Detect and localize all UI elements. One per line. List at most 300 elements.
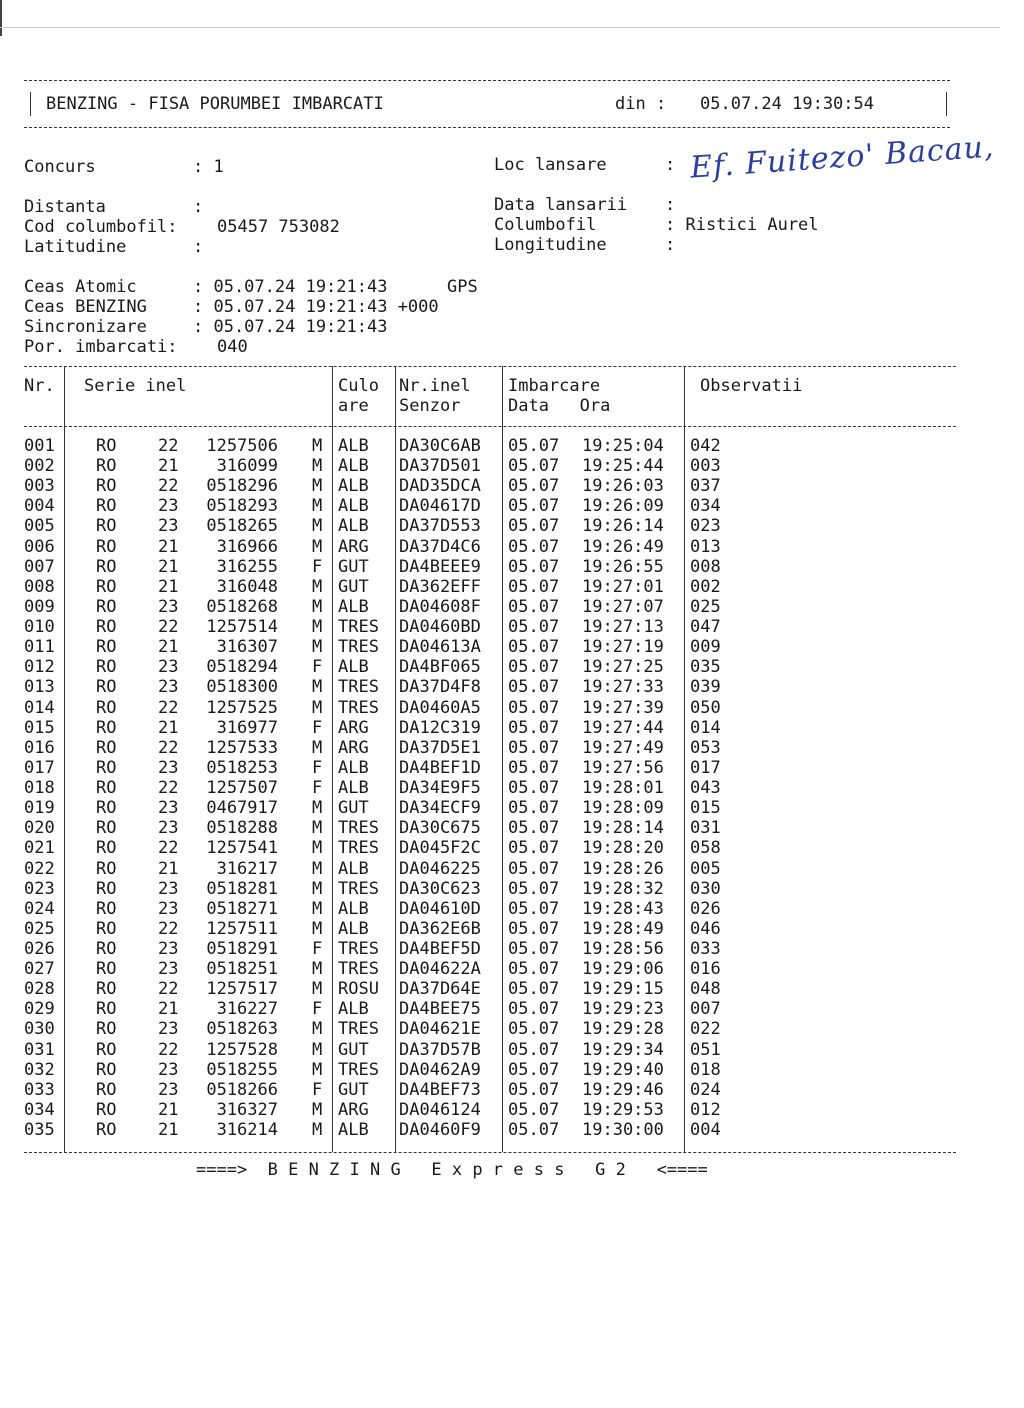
table-row bbox=[24, 677, 956, 697]
cell-nr: 029 bbox=[24, 999, 55, 1020]
cell-date: 05.07 bbox=[508, 516, 560, 537]
cell-observatii: 014 bbox=[690, 717, 721, 738]
cell-ring-number: 0518253 bbox=[206, 757, 278, 778]
cell-ring-number: 316255 bbox=[216, 556, 278, 577]
scan-edge-mark bbox=[0, 0, 2, 36]
cell-observatii: 018 bbox=[690, 1059, 721, 1080]
cell-ring-number: 0518251 bbox=[206, 959, 278, 980]
cell-sensor: DA4BEF1D bbox=[399, 757, 481, 778]
ceas-atomic-label: Ceas Atomic bbox=[24, 277, 137, 297]
cell-year: 23 bbox=[158, 959, 179, 980]
cell-nr: 011 bbox=[24, 637, 55, 658]
cell-nr: 019 bbox=[24, 798, 55, 819]
cell-year: 21 bbox=[158, 556, 179, 577]
cell-sensor: DA37D4F8 bbox=[399, 677, 481, 698]
cell-ring-number: 1257528 bbox=[206, 1039, 278, 1060]
cell-year: 21 bbox=[158, 1099, 179, 1120]
table-row bbox=[24, 698, 956, 718]
cell-nr: 028 bbox=[24, 979, 55, 1000]
cell-nr: 032 bbox=[24, 1059, 55, 1080]
cell-sex: F bbox=[312, 999, 323, 1020]
cell-country: RO bbox=[96, 617, 117, 638]
cell-ring-number: 0518265 bbox=[206, 516, 278, 537]
cell-country: RO bbox=[96, 476, 117, 497]
cell-country: RO bbox=[96, 939, 117, 959]
table-row bbox=[24, 597, 956, 617]
cell-date: 05.07 bbox=[508, 1099, 560, 1120]
cell-country: RO bbox=[96, 999, 117, 1020]
cell-date: 05.07 bbox=[508, 456, 560, 477]
table-row bbox=[24, 879, 956, 899]
cell-date: 05.07 bbox=[508, 657, 560, 678]
cell-sensor: DA045F2C bbox=[399, 838, 481, 859]
cell-sex: M bbox=[312, 918, 323, 939]
cell-color: ALB bbox=[338, 778, 369, 799]
cell-ring-number: 1257514 bbox=[206, 617, 278, 638]
cell-sex: M bbox=[312, 1039, 323, 1060]
table-row bbox=[24, 838, 956, 858]
cell-date: 05.07 bbox=[508, 436, 560, 456]
cell-observatii: 058 bbox=[690, 838, 721, 859]
cell-color: ARG bbox=[338, 536, 369, 557]
cell-color: ALB bbox=[338, 757, 369, 778]
cell-sex: M bbox=[312, 737, 323, 758]
cell-country: RO bbox=[96, 878, 117, 899]
cell-ring-number: 316977 bbox=[216, 717, 278, 738]
cell-time: 19:27:49 bbox=[582, 737, 664, 758]
table-row bbox=[24, 1060, 956, 1080]
cell-ring-number: 316307 bbox=[216, 637, 278, 658]
cell-year: 22 bbox=[158, 436, 179, 456]
cell-sex: F bbox=[312, 939, 323, 959]
cell-country: RO bbox=[96, 737, 117, 758]
cell-ring-number: 316217 bbox=[216, 858, 278, 879]
cell-year: 22 bbox=[158, 476, 179, 497]
ceas-benzing-label: Ceas BENZING bbox=[24, 297, 147, 317]
cell-sex: M bbox=[312, 516, 323, 537]
cell-nr: 026 bbox=[24, 939, 55, 959]
cell-country: RO bbox=[96, 959, 117, 980]
cell-date: 05.07 bbox=[508, 918, 560, 939]
cell-year: 23 bbox=[158, 1019, 179, 1040]
cell-time: 19:27:56 bbox=[582, 757, 664, 778]
cell-sex: M bbox=[312, 878, 323, 899]
loc-lansare-label: Loc lansare bbox=[494, 155, 607, 175]
cell-time: 19:29:23 bbox=[582, 999, 664, 1020]
cell-country: RO bbox=[96, 436, 117, 456]
header-culoare-2: are bbox=[338, 396, 369, 416]
cell-ring-number: 0518255 bbox=[206, 1059, 278, 1080]
cell-date: 05.07 bbox=[508, 536, 560, 557]
cell-country: RO bbox=[96, 858, 117, 879]
cell-country: RO bbox=[96, 1120, 117, 1141]
cell-time: 19:28:49 bbox=[582, 918, 664, 939]
imbarcati-value: 040 bbox=[217, 337, 248, 357]
cell-date: 05.07 bbox=[508, 496, 560, 517]
cell-country: RO bbox=[96, 798, 117, 819]
cell-time: 19:28:01 bbox=[582, 778, 664, 799]
cell-observatii: 051 bbox=[690, 1039, 721, 1060]
header-nr-inel-1: Nr.inel bbox=[399, 376, 471, 396]
cell-ring-number: 0518271 bbox=[206, 898, 278, 919]
cell-year: 21 bbox=[158, 576, 179, 597]
cell-year: 23 bbox=[158, 818, 179, 839]
cell-color: ALB bbox=[338, 999, 369, 1020]
cell-time: 19:25:04 bbox=[582, 436, 664, 456]
cell-year: 23 bbox=[158, 596, 179, 617]
cell-time: 19:29:34 bbox=[582, 1039, 664, 1060]
cell-date: 05.07 bbox=[508, 556, 560, 577]
cell-ring-number: 316048 bbox=[216, 576, 278, 597]
cell-nr: 004 bbox=[24, 496, 55, 517]
cell-country: RO bbox=[96, 1079, 117, 1100]
cell-ring-number: 1257533 bbox=[206, 737, 278, 758]
cell-color: ROSU bbox=[338, 979, 379, 1000]
table-row bbox=[24, 1120, 956, 1140]
cell-nr: 020 bbox=[24, 818, 55, 839]
cell-nr: 035 bbox=[24, 1120, 55, 1141]
header-right-bar bbox=[946, 92, 947, 116]
cell-observatii: 033 bbox=[690, 939, 721, 959]
cell-country: RO bbox=[96, 637, 117, 658]
cell-sensor: DA30C6AB bbox=[399, 436, 481, 456]
cell-observatii: 046 bbox=[690, 918, 721, 939]
ceas-benzing-value: : 05.07.24 19:21:43 +000 bbox=[193, 297, 439, 317]
cell-time: 19:25:44 bbox=[582, 456, 664, 477]
cell-observatii: 026 bbox=[690, 898, 721, 919]
cell-date: 05.07 bbox=[508, 939, 560, 959]
cell-sensor: DA37D501 bbox=[399, 456, 481, 477]
cell-date: 05.07 bbox=[508, 576, 560, 597]
cell-color: GUT bbox=[338, 1039, 369, 1060]
imbarcati-label: Por. imbarcati: bbox=[24, 337, 178, 357]
cell-time: 19:28:09 bbox=[582, 798, 664, 819]
cell-date: 05.07 bbox=[508, 1019, 560, 1040]
loc-lansare-sep: : bbox=[665, 155, 676, 175]
cell-nr: 027 bbox=[24, 959, 55, 980]
cell-nr: 017 bbox=[24, 757, 55, 778]
cell-sex: M bbox=[312, 476, 323, 497]
cell-observatii: 024 bbox=[690, 1079, 721, 1100]
cell-date: 05.07 bbox=[508, 1079, 560, 1100]
cell-sensor: DA34E9F5 bbox=[399, 778, 481, 799]
cell-observatii: 012 bbox=[690, 1099, 721, 1120]
cell-sex: F bbox=[312, 1079, 323, 1100]
cell-observatii: 047 bbox=[690, 617, 721, 638]
cell-color: GUT bbox=[338, 576, 369, 597]
cell-date: 05.07 bbox=[508, 677, 560, 698]
cell-year: 22 bbox=[158, 778, 179, 799]
cell-country: RO bbox=[96, 757, 117, 778]
cell-ring-number: 0518300 bbox=[206, 677, 278, 698]
header-nr: Nr. bbox=[24, 376, 55, 396]
cell-nr: 002 bbox=[24, 456, 55, 477]
cell-ring-number: 0518293 bbox=[206, 496, 278, 517]
cell-sensor: DAD35DCA bbox=[399, 476, 481, 497]
cell-country: RO bbox=[96, 456, 117, 477]
cell-year: 23 bbox=[158, 496, 179, 517]
cell-sensor: DA37D553 bbox=[399, 516, 481, 537]
cell-ring-number: 1257525 bbox=[206, 697, 278, 718]
cell-time: 19:27:25 bbox=[582, 657, 664, 678]
cell-sensor: DA362E6B bbox=[399, 918, 481, 939]
cell-nr: 034 bbox=[24, 1099, 55, 1120]
cell-sex: M bbox=[312, 838, 323, 859]
cell-observatii: 048 bbox=[690, 979, 721, 1000]
cell-country: RO bbox=[96, 1039, 117, 1060]
cell-observatii: 050 bbox=[690, 697, 721, 718]
cell-time: 19:29:46 bbox=[582, 1079, 664, 1100]
cell-time: 19:28:32 bbox=[582, 878, 664, 899]
table-row bbox=[24, 496, 956, 516]
table-row bbox=[24, 738, 956, 758]
cell-observatii: 015 bbox=[690, 798, 721, 819]
cell-color: ALB bbox=[338, 1120, 369, 1141]
scan-line bbox=[0, 27, 1000, 28]
cell-sex: F bbox=[312, 757, 323, 778]
cell-nr: 005 bbox=[24, 516, 55, 537]
cell-observatii: 022 bbox=[690, 1019, 721, 1040]
cell-country: RO bbox=[96, 677, 117, 698]
cell-sex: M bbox=[312, 456, 323, 477]
cell-year: 22 bbox=[158, 918, 179, 939]
table-row bbox=[24, 859, 956, 879]
cell-country: RO bbox=[96, 838, 117, 859]
cell-ring-number: 316099 bbox=[216, 456, 278, 477]
cell-sensor: DA0460A5 bbox=[399, 697, 481, 718]
cell-ring-number: 0518288 bbox=[206, 818, 278, 839]
cell-year: 23 bbox=[158, 939, 179, 959]
din-label: din : bbox=[615, 94, 667, 114]
cell-observatii: 016 bbox=[690, 959, 721, 980]
cell-observatii: 039 bbox=[690, 677, 721, 698]
cell-nr: 012 bbox=[24, 657, 55, 678]
cell-year: 23 bbox=[158, 898, 179, 919]
cell-sensor: DA04610D bbox=[399, 898, 481, 919]
cell-date: 05.07 bbox=[508, 798, 560, 819]
cell-country: RO bbox=[96, 556, 117, 577]
cell-observatii: 053 bbox=[690, 737, 721, 758]
cell-country: RO bbox=[96, 1019, 117, 1040]
cod-columbofil-value: 05457 753082 bbox=[217, 217, 340, 237]
table-top-rule bbox=[24, 366, 956, 367]
cell-color: ARG bbox=[338, 1099, 369, 1120]
cell-country: RO bbox=[96, 717, 117, 738]
cell-color: TRES bbox=[338, 838, 379, 859]
cell-sensor: DA04617D bbox=[399, 496, 481, 517]
cell-color: TRES bbox=[338, 697, 379, 718]
cell-country: RO bbox=[96, 979, 117, 1000]
cell-nr: 014 bbox=[24, 697, 55, 718]
cell-date: 05.07 bbox=[508, 737, 560, 758]
sincronizare-label: Sincronizare bbox=[24, 317, 147, 337]
table-row bbox=[24, 617, 956, 637]
cell-observatii: 007 bbox=[690, 999, 721, 1020]
cell-color: ARG bbox=[338, 717, 369, 738]
cell-year: 22 bbox=[158, 979, 179, 1000]
cell-nr: 016 bbox=[24, 737, 55, 758]
table-row bbox=[24, 1100, 956, 1120]
table-bottom-rule bbox=[24, 1152, 956, 1153]
cell-time: 19:26:14 bbox=[582, 516, 664, 537]
cell-observatii: 025 bbox=[690, 596, 721, 617]
cell-ring-number: 316966 bbox=[216, 536, 278, 557]
cell-date: 05.07 bbox=[508, 959, 560, 980]
cell-country: RO bbox=[96, 1059, 117, 1080]
table-row bbox=[24, 1019, 956, 1039]
cell-sensor: DA04613A bbox=[399, 637, 481, 658]
cell-ring-number: 0518294 bbox=[206, 657, 278, 678]
data-lansarii-value: : bbox=[665, 195, 676, 215]
cell-date: 05.07 bbox=[508, 617, 560, 638]
cell-observatii: 004 bbox=[690, 1120, 721, 1141]
cod-columbofil-label: Cod columbofil: bbox=[24, 217, 178, 237]
cell-observatii: 002 bbox=[690, 576, 721, 597]
cell-sensor: DA0462A9 bbox=[399, 1059, 481, 1080]
cell-date: 05.07 bbox=[508, 818, 560, 839]
cell-sex: M bbox=[312, 818, 323, 839]
cell-color: ALB bbox=[338, 657, 369, 678]
cell-year: 23 bbox=[158, 516, 179, 537]
cell-color: TRES bbox=[338, 637, 379, 658]
cell-sensor: DA4BEEE9 bbox=[399, 556, 481, 577]
cell-time: 19:30:00 bbox=[582, 1120, 664, 1141]
header-imbarcare-1: Imbarcare bbox=[508, 376, 601, 396]
cell-observatii: 031 bbox=[690, 818, 721, 839]
cell-color: GUT bbox=[338, 556, 369, 577]
cell-nr: 003 bbox=[24, 476, 55, 497]
cell-sex: M bbox=[312, 959, 323, 980]
cell-color: GUT bbox=[338, 1079, 369, 1100]
cell-sex: F bbox=[312, 556, 323, 577]
cell-sensor: DA04608F bbox=[399, 596, 481, 617]
table-row bbox=[24, 939, 956, 959]
cell-sex: M bbox=[312, 898, 323, 919]
cell-sensor: DA12C319 bbox=[399, 717, 481, 738]
cell-date: 05.07 bbox=[508, 1120, 560, 1141]
cell-time: 19:29:15 bbox=[582, 979, 664, 1000]
cell-year: 23 bbox=[158, 757, 179, 778]
cell-time: 19:28:26 bbox=[582, 858, 664, 879]
cell-country: RO bbox=[96, 536, 117, 557]
data-lansarii-label: Data lansarii bbox=[494, 195, 628, 215]
cell-color: ALB bbox=[338, 496, 369, 517]
page-title: BENZING - FISA PORUMBEI IMBARCATI bbox=[46, 94, 384, 114]
cell-time: 19:27:01 bbox=[582, 576, 664, 597]
cell-color: ALB bbox=[338, 918, 369, 939]
cell-nr: 018 bbox=[24, 778, 55, 799]
cell-time: 19:27:19 bbox=[582, 637, 664, 658]
cell-nr: 015 bbox=[24, 717, 55, 738]
cell-sex: M bbox=[312, 496, 323, 517]
cell-year: 23 bbox=[158, 657, 179, 678]
cell-year: 22 bbox=[158, 1039, 179, 1060]
cell-color: TRES bbox=[338, 818, 379, 839]
cell-ring-number: 316327 bbox=[216, 1099, 278, 1120]
cell-year: 23 bbox=[158, 878, 179, 899]
cell-nr: 025 bbox=[24, 918, 55, 939]
sincronizare-value: : 05.07.24 19:21:43 bbox=[193, 317, 388, 337]
cell-color: ALB bbox=[338, 436, 369, 456]
cell-time: 19:29:28 bbox=[582, 1019, 664, 1040]
cell-date: 05.07 bbox=[508, 979, 560, 1000]
cell-sensor: DA04621E bbox=[399, 1019, 481, 1040]
cell-nr: 023 bbox=[24, 878, 55, 899]
cell-observatii: 013 bbox=[690, 536, 721, 557]
cell-sensor: DA046225 bbox=[399, 858, 481, 879]
ceas-atomic-value: : 05.07.24 19:21:43 bbox=[193, 277, 388, 297]
cell-color: TRES bbox=[338, 878, 379, 899]
cell-sex: M bbox=[312, 697, 323, 718]
cell-sex: M bbox=[312, 536, 323, 557]
cell-nr: 013 bbox=[24, 677, 55, 698]
cell-nr: 024 bbox=[24, 898, 55, 919]
cell-country: RO bbox=[96, 576, 117, 597]
cell-color: ARG bbox=[338, 737, 369, 758]
cell-year: 21 bbox=[158, 1120, 179, 1141]
cell-sex: M bbox=[312, 596, 323, 617]
cell-time: 19:28:43 bbox=[582, 898, 664, 919]
cell-ring-number: 1257511 bbox=[206, 918, 278, 939]
cell-year: 23 bbox=[158, 1059, 179, 1080]
cell-sex: F bbox=[312, 717, 323, 738]
table-row bbox=[24, 476, 956, 496]
cell-country: RO bbox=[96, 496, 117, 517]
cell-year: 21 bbox=[158, 456, 179, 477]
cell-time: 19:29:53 bbox=[582, 1099, 664, 1120]
cell-color: ALB bbox=[338, 456, 369, 477]
cell-color: ALB bbox=[338, 596, 369, 617]
cell-year: 22 bbox=[158, 838, 179, 859]
cell-time: 19:29:40 bbox=[582, 1059, 664, 1080]
cell-country: RO bbox=[96, 818, 117, 839]
cell-ring-number: 0518263 bbox=[206, 1019, 278, 1040]
table-header-rule bbox=[24, 426, 956, 427]
cell-nr: 010 bbox=[24, 617, 55, 638]
cell-time: 19:26:55 bbox=[582, 556, 664, 577]
cell-year: 23 bbox=[158, 1079, 179, 1100]
cell-year: 23 bbox=[158, 677, 179, 698]
cell-date: 05.07 bbox=[508, 1039, 560, 1060]
cell-time: 19:27:33 bbox=[582, 677, 664, 698]
cell-date: 05.07 bbox=[508, 637, 560, 658]
cell-sensor: DA4BEE75 bbox=[399, 999, 481, 1020]
cell-sex: M bbox=[312, 1099, 323, 1120]
cell-time: 19:26:03 bbox=[582, 476, 664, 497]
longitudine-label: Longitudine bbox=[494, 235, 607, 255]
cell-sensor: DA0460BD bbox=[399, 617, 481, 638]
cell-ring-number: 1257506 bbox=[206, 436, 278, 456]
cell-date: 05.07 bbox=[508, 778, 560, 799]
cell-date: 05.07 bbox=[508, 596, 560, 617]
cell-sex: M bbox=[312, 979, 323, 1000]
table-row bbox=[24, 959, 956, 979]
cell-time: 19:27:07 bbox=[582, 596, 664, 617]
cell-date: 05.07 bbox=[508, 898, 560, 919]
cell-color: ALB bbox=[338, 898, 369, 919]
cell-sensor: DA34ECF9 bbox=[399, 798, 481, 819]
table-row bbox=[24, 657, 956, 677]
table-row bbox=[24, 577, 956, 597]
cell-observatii: 005 bbox=[690, 858, 721, 879]
cell-sensor: DA04622A bbox=[399, 959, 481, 980]
cell-time: 19:27:39 bbox=[582, 697, 664, 718]
cell-color: TRES bbox=[338, 1059, 379, 1080]
cell-nr: 033 bbox=[24, 1079, 55, 1100]
cell-country: RO bbox=[96, 778, 117, 799]
cell-sensor: DA4BEF73 bbox=[399, 1079, 481, 1100]
cell-ring-number: 0518281 bbox=[206, 878, 278, 899]
